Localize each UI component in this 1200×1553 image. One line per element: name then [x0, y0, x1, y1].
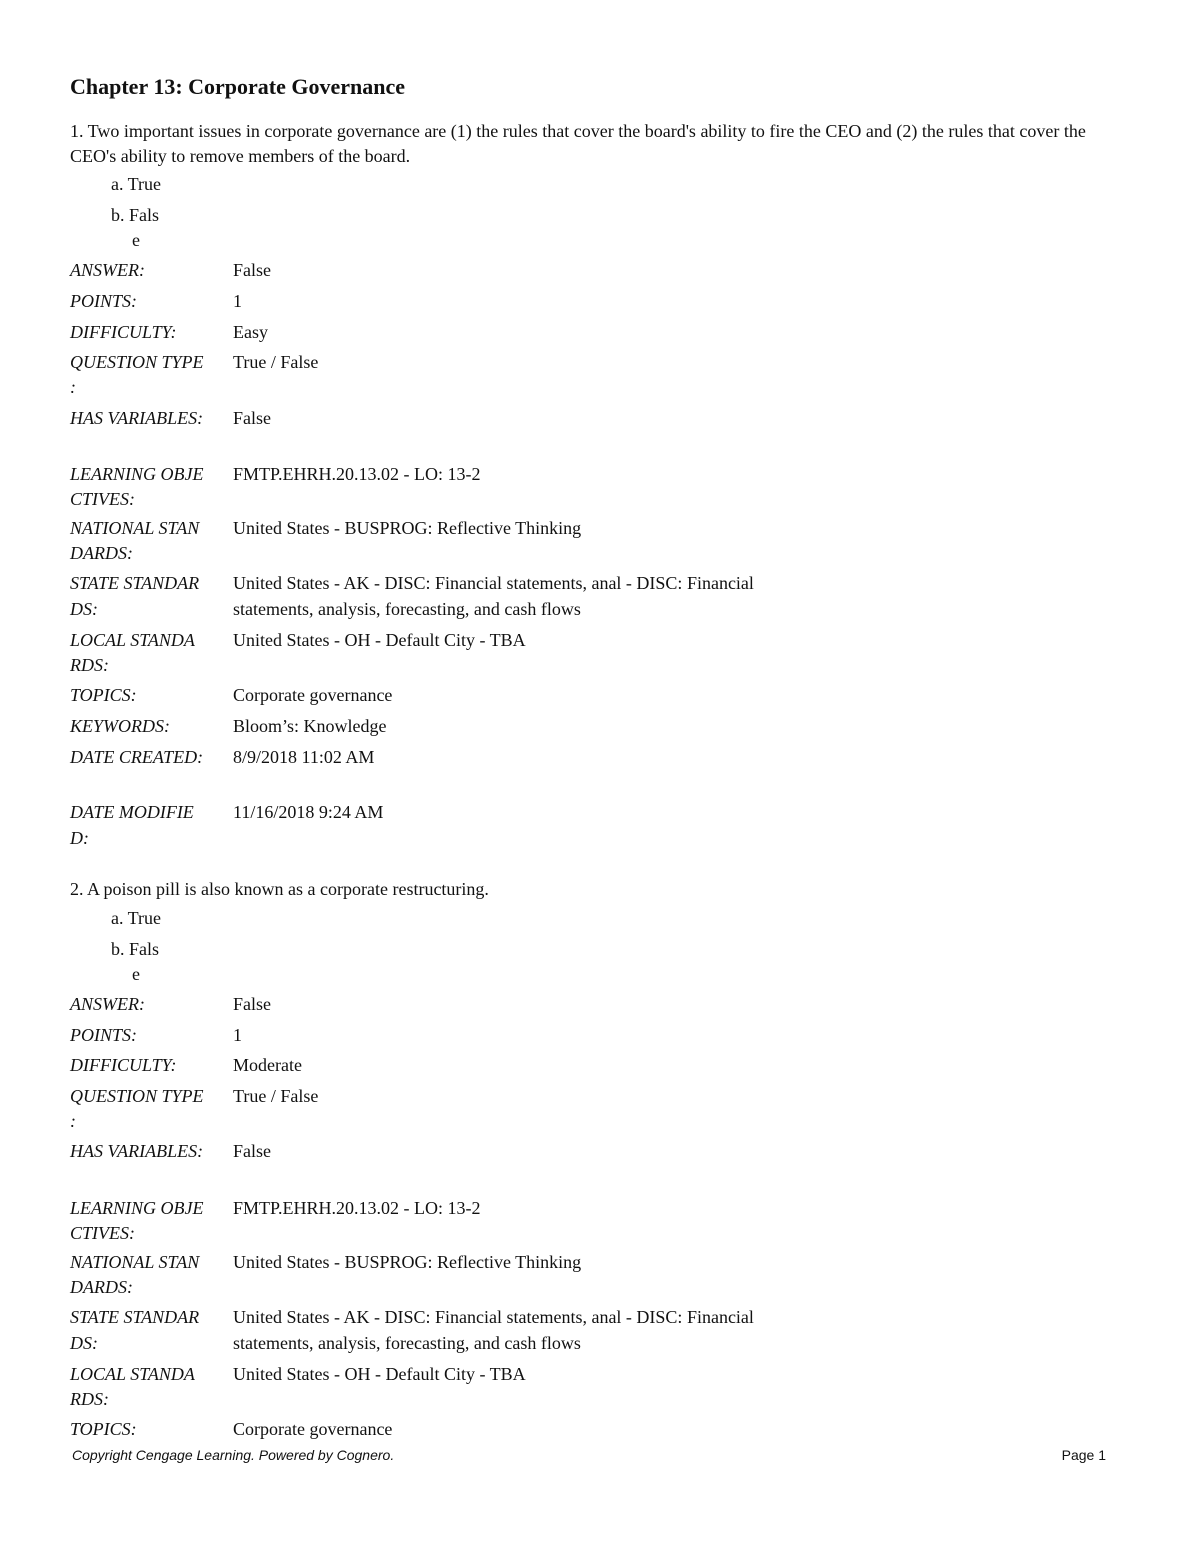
- question-1-option-b-wrap: e: [132, 230, 140, 250]
- q1-national-standards-label-wrap: DARDS:: [70, 543, 133, 563]
- q2-topics-value: Corporate governance: [233, 1419, 393, 1439]
- question-1-stem: 1. Two important issues in corporate governance are (1) the rules that cover the board's ability to fire the CEO and (2) the rules that cover the CEO's ability to remove members of the board.: [70, 121, 1086, 166]
- q1-state-standards-label: STATE STANDAR: [70, 573, 200, 593]
- q1-keywords-label: KEYWORDS:: [70, 716, 170, 736]
- q1-has-variables-label: HAS VARIABLES:: [70, 408, 204, 428]
- q2-difficulty-value: Moderate: [233, 1055, 302, 1075]
- q1-answer-value: False: [233, 260, 271, 280]
- q2-local-standards-value: United States - OH - Default City - TBA: [233, 1364, 526, 1384]
- q1-answer-label: ANSWER:: [70, 260, 145, 280]
- q2-question-type-label: QUESTION TYPE: [70, 1086, 204, 1106]
- q2-topics-label: TOPICS:: [70, 1419, 137, 1439]
- question-1-option-b: b. Fals: [111, 205, 160, 225]
- q1-date-created-value: 8/9/2018 11:02 AM: [233, 747, 375, 767]
- q1-state-standards-value: United States - AK - DISC: Financial statements, anal - DISC: Financial: [233, 573, 754, 593]
- q1-question-type-label-wrap: :: [70, 377, 76, 397]
- q2-local-standards-label-wrap: RDS:: [70, 1389, 109, 1409]
- footer-page-number: Page 1: [1061, 1447, 1106, 1463]
- q2-difficulty-label: DIFFICULTY:: [70, 1055, 177, 1075]
- q1-local-standards-label-wrap: RDS:: [70, 655, 109, 675]
- q2-state-standards-value: United States - AK - DISC: Financial statements, anal - DISC: Financial: [233, 1307, 754, 1327]
- question-1-option-a: a. True: [111, 174, 162, 194]
- q1-local-standards-label: LOCAL STANDA: [70, 630, 195, 650]
- q1-difficulty-value: Easy: [233, 322, 268, 342]
- q1-learning-objectives-value: FMTP.EHRH.20.13.02 - LO: 13-2: [233, 464, 481, 484]
- q1-date-modified-label: DATE MODIFIE: [70, 802, 194, 822]
- q2-has-variables-label: HAS VARIABLES:: [70, 1141, 204, 1161]
- q1-state-standards-value-wrap: statements, analysis, forecasting, and cash flows: [233, 599, 581, 619]
- q2-points-value: 1: [233, 1025, 242, 1045]
- question-2-option-b-wrap: e: [132, 964, 140, 984]
- q2-local-standards-label: LOCAL STANDA: [70, 1364, 195, 1384]
- q2-learning-objectives-label-wrap: CTIVES:: [70, 1223, 135, 1243]
- q2-question-type-label-wrap: :: [70, 1111, 76, 1131]
- q2-points-label: POINTS:: [70, 1025, 137, 1045]
- q1-difficulty-label: DIFFICULTY:: [70, 322, 177, 342]
- q2-learning-objectives-label: LEARNING OBJE: [70, 1198, 204, 1218]
- q1-date-modified-label-wrap: D:: [70, 828, 89, 848]
- q2-answer-label: ANSWER:: [70, 994, 145, 1014]
- q2-question-type-value: True / False: [233, 1086, 319, 1106]
- q2-answer-value: False: [233, 994, 271, 1014]
- footer-copyright: Copyright Cengage Learning. Powered by Cognero.: [72, 1447, 395, 1463]
- q1-topics-label: TOPICS:: [70, 685, 137, 705]
- q2-national-standards-label-wrap: DARDS:: [70, 1277, 133, 1297]
- q1-keywords-value: Bloom’s: Knowledge: [233, 716, 387, 736]
- q1-topics-value: Corporate governance: [233, 685, 393, 705]
- q1-learning-objectives-label: LEARNING OBJE: [70, 464, 204, 484]
- page-title: Chapter 13: Corporate Governance: [70, 74, 406, 99]
- q2-state-standards-label: STATE STANDAR: [70, 1307, 200, 1327]
- q1-date-modified-value: 11/16/2018 9:24 AM: [233, 802, 384, 822]
- q1-has-variables-value: False: [233, 408, 271, 428]
- q1-learning-objectives-label-wrap: CTIVES:: [70, 489, 135, 509]
- question-2-option-b: b. Fals: [111, 939, 160, 959]
- q2-state-standards-value-wrap: statements, analysis, forecasting, and cash flows: [233, 1333, 581, 1353]
- q1-national-standards-value: United States - BUSPROG: Reflective Thinking: [233, 518, 582, 538]
- q1-national-standards-label: NATIONAL STAN: [70, 518, 200, 538]
- q1-question-type-label: QUESTION TYPE: [70, 352, 204, 372]
- q2-national-standards-value: United States - BUSPROG: Reflective Thinking: [233, 1252, 582, 1272]
- q1-date-created-label: DATE CREATED:: [70, 747, 204, 767]
- q2-state-standards-label-wrap: DS:: [70, 1333, 98, 1353]
- q2-national-standards-label: NATIONAL STAN: [70, 1252, 200, 1272]
- q2-has-variables-value: False: [233, 1141, 271, 1161]
- q1-local-standards-value: United States - OH - Default City - TBA: [233, 630, 526, 650]
- q1-state-standards-label-wrap: DS:: [70, 599, 98, 619]
- question-2-stem: 2. A poison pill is also known as a corporate restructuring.: [70, 879, 489, 899]
- q1-points-label: POINTS:: [70, 291, 137, 311]
- q2-learning-objectives-value: FMTP.EHRH.20.13.02 - LO: 13-2: [233, 1198, 481, 1218]
- q1-points-value: 1: [233, 291, 242, 311]
- q1-question-type-value: True / False: [233, 352, 319, 372]
- question-2-option-a: a. True: [111, 908, 162, 928]
